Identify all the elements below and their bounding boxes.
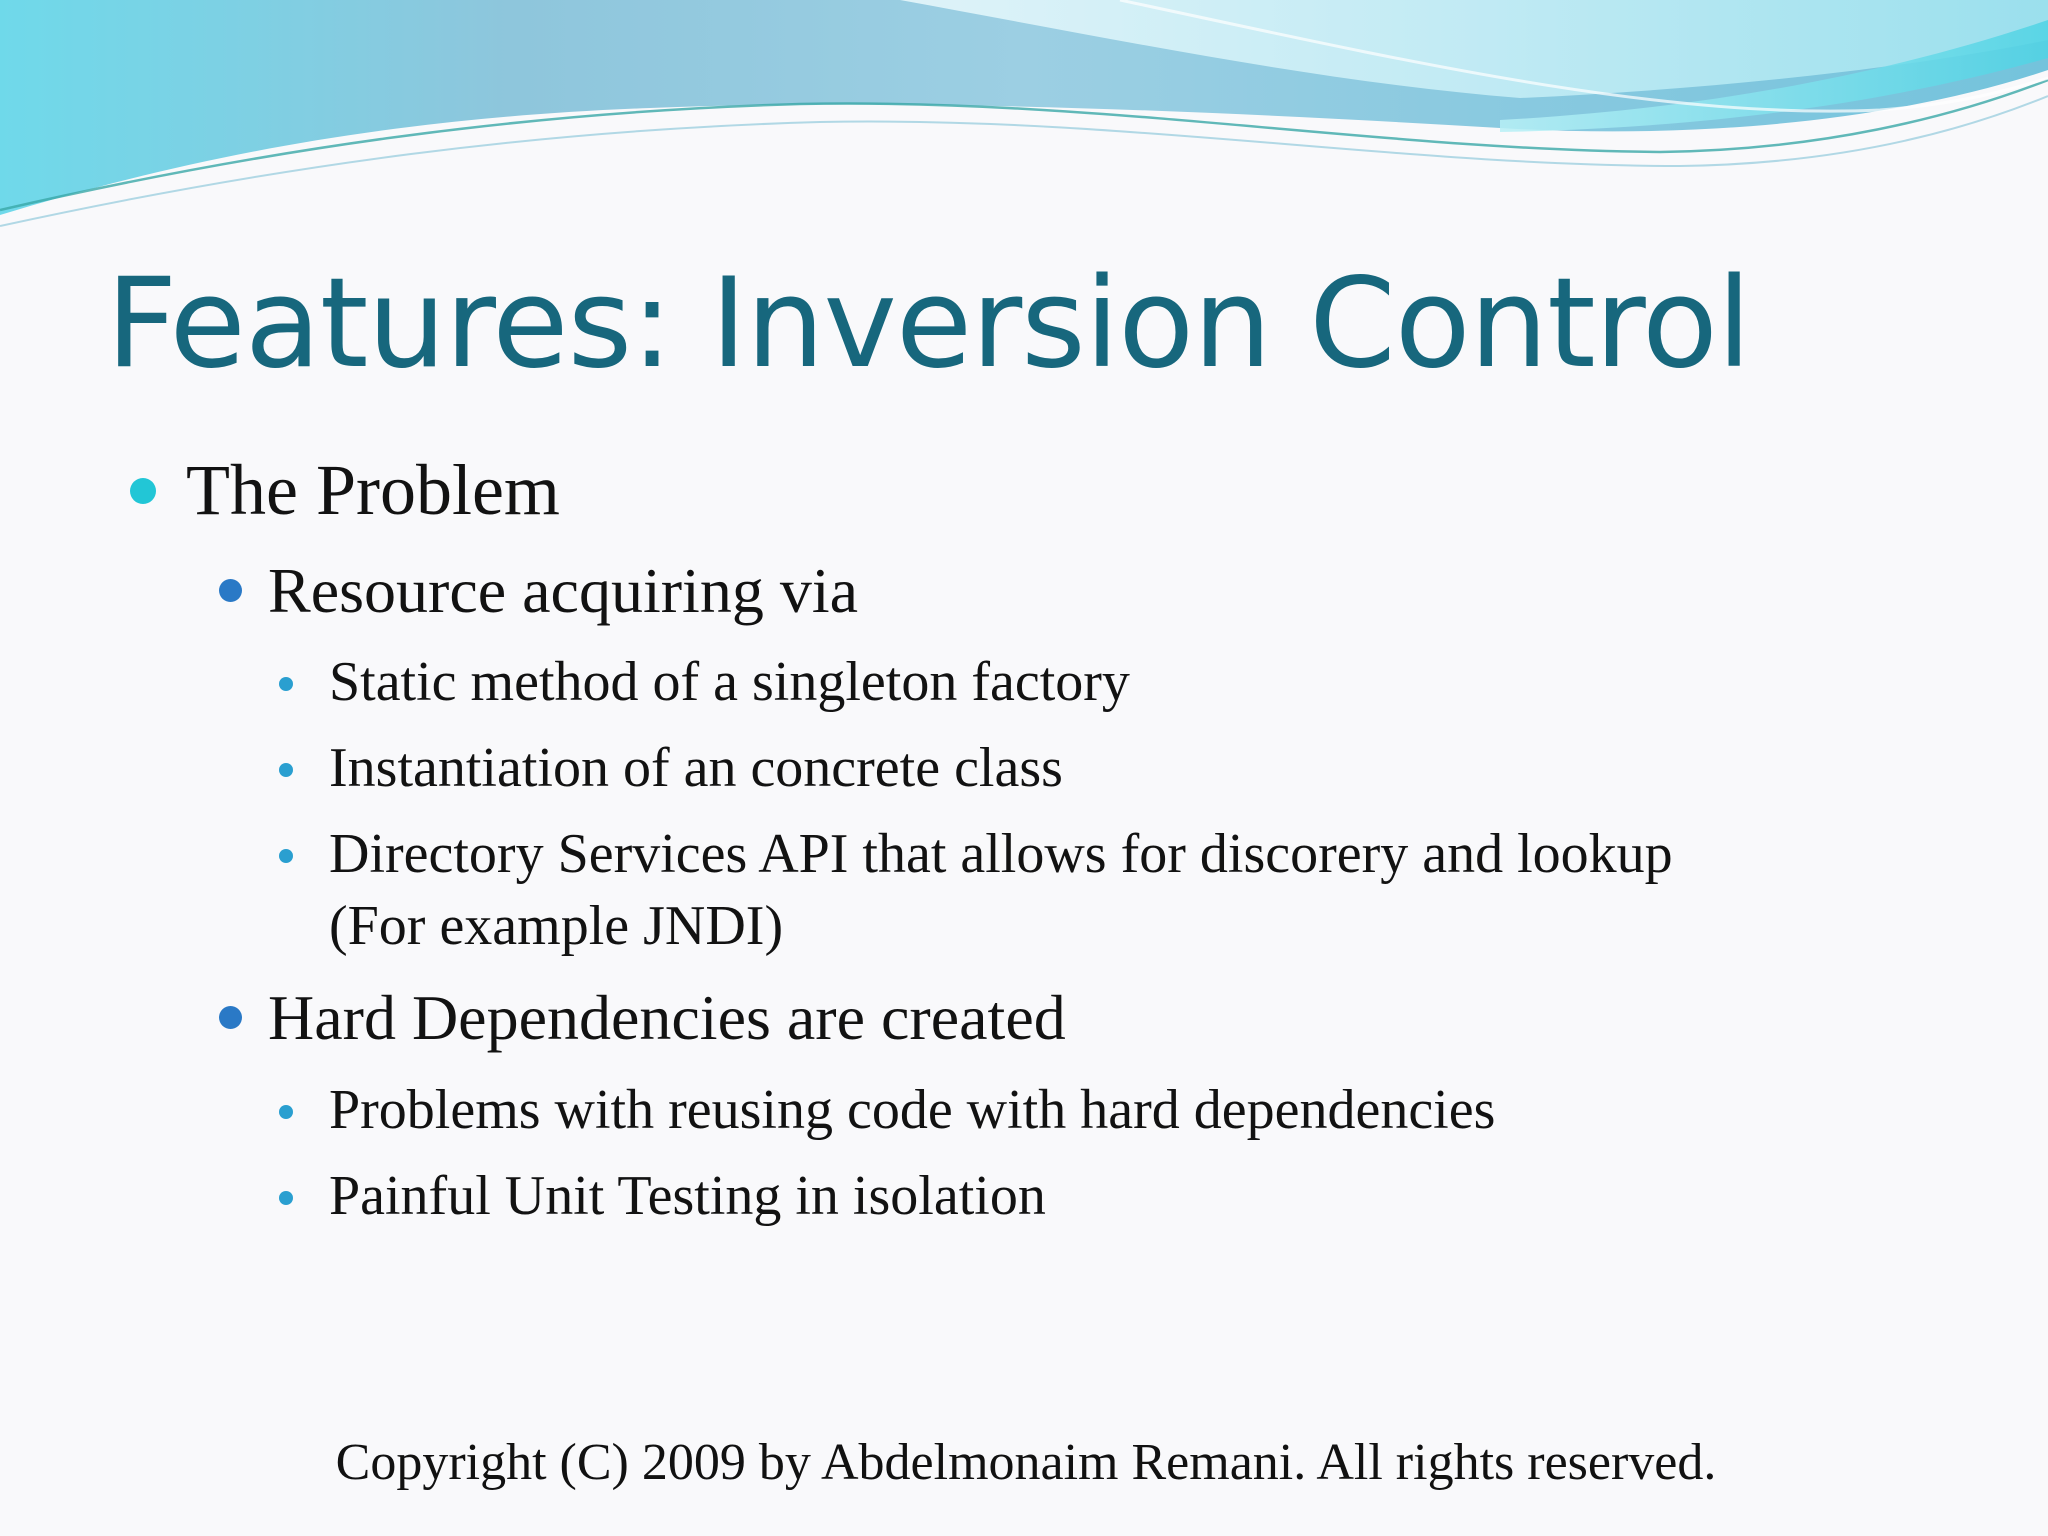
bullet-dot-icon (279, 849, 293, 863)
bullet-directory-services (329, 818, 1673, 890)
copyright-footer: Copyright (C) 2009 by Abdelmonaim Remani. All rights reserved. (335, 1434, 1717, 1491)
bullet-instantiation (329, 732, 1063, 804)
bullet-text: Resource acquiring via (268, 555, 858, 626)
bullet-text: Static method of a singleton factory (329, 651, 1130, 713)
bullet-text: Directory Services API that allows for discorery and lookup (329, 823, 1673, 885)
bullet-dot-icon (279, 1191, 293, 1205)
bullet-directory-services-continuation (329, 890, 783, 962)
bullet-text: (For example JNDI) (329, 895, 784, 957)
bullet-dot-icon (130, 478, 156, 504)
bullet-text: Painful Unit Testing in isolation (329, 1165, 1046, 1227)
bullet-text: The Problem (186, 450, 560, 530)
bullet-hard-dependencies (268, 980, 1066, 1056)
bullet-text: Instantiation of an concrete class (329, 737, 1063, 799)
bullet-text: Problems with reusing code with hard dependencies (329, 1079, 1496, 1141)
bullet-resource-acquiring (268, 553, 858, 629)
bullet-text: Hard Dependencies are created (268, 982, 1066, 1053)
bullet-unit-testing (329, 1160, 1046, 1232)
bullet-dot-icon (219, 579, 242, 602)
bullet-reusing-code (329, 1074, 1495, 1146)
bullet-dot-icon (279, 763, 293, 777)
bullet-static-method (329, 646, 1130, 718)
bullet-dot-icon (279, 1105, 293, 1119)
bullet-the-problem (186, 448, 560, 532)
slide-title: Features: Inversion Control (106, 252, 1751, 396)
bullet-dot-icon (219, 1006, 242, 1029)
bullet-dot-icon (279, 677, 293, 691)
